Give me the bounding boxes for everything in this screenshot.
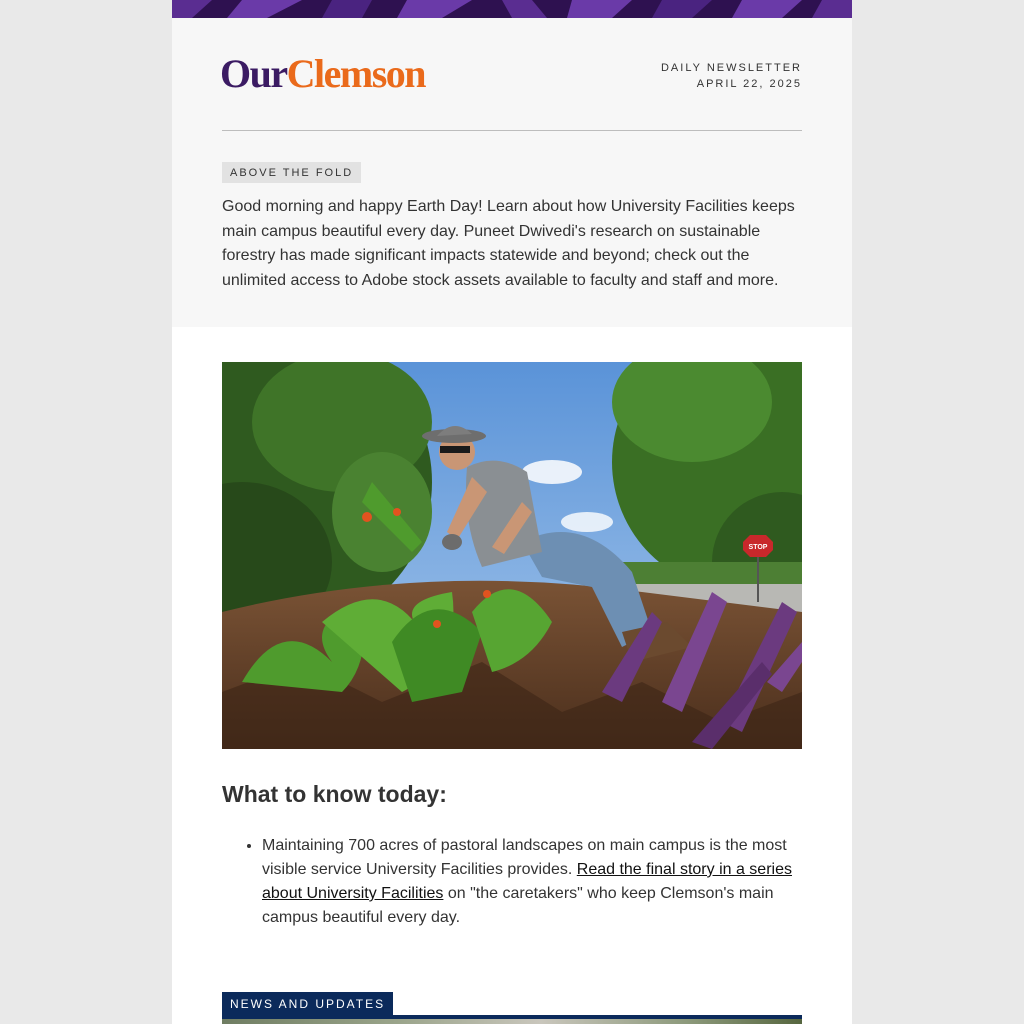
newsletter-date: APRIL 22, 2025	[696, 78, 802, 90]
header-divider	[222, 130, 802, 131]
what-to-know-heading: What to know today:	[222, 781, 447, 807]
hero-image-groundskeeper[interactable]	[222, 362, 802, 749]
what-to-know-list	[222, 834, 802, 930]
newsletter-email	[172, 0, 852, 1024]
facilities-series-link[interactable]: Read the final story in a series about University Facilities	[262, 861, 792, 902]
logo-clemson-text: Clemson	[286, 51, 426, 96]
above-the-fold-label: ABOVE THE FOLD	[222, 162, 361, 183]
stop-sign-text: STOP	[748, 544, 768, 551]
ourclemson-logo[interactable]	[220, 50, 425, 98]
logo-our-text: Our	[220, 51, 287, 96]
list-item-text-before: Maintaining 700 acres of pastoral landscapes on main campus is the most visible service University Facilities provides.	[262, 837, 787, 878]
intro-paragraph: Good morning and happy Earth Day! Learn about how University Facilities keeps main campus beautiful every day. Puneet Dwivedi's research on sustainable forestry has made significant impacts statewide and beyond; check out the unlimited access to Adobe stock assets available to faculty and staff and more.	[222, 198, 795, 289]
tiger-stripe-banner	[172, 0, 852, 18]
news-story-image[interactable]	[222, 1019, 802, 1024]
list-item-text-after: on "the caretakers" who keep Clemson's main campus beautiful every day.	[262, 885, 774, 926]
newsletter-meta	[661, 60, 802, 92]
newsletter-header	[172, 18, 852, 327]
news-and-updates-label: NEWS AND UPDATES	[222, 992, 393, 1015]
list-item	[262, 834, 802, 930]
newsletter-type-label: DAILY NEWSLETTER	[660, 62, 802, 74]
